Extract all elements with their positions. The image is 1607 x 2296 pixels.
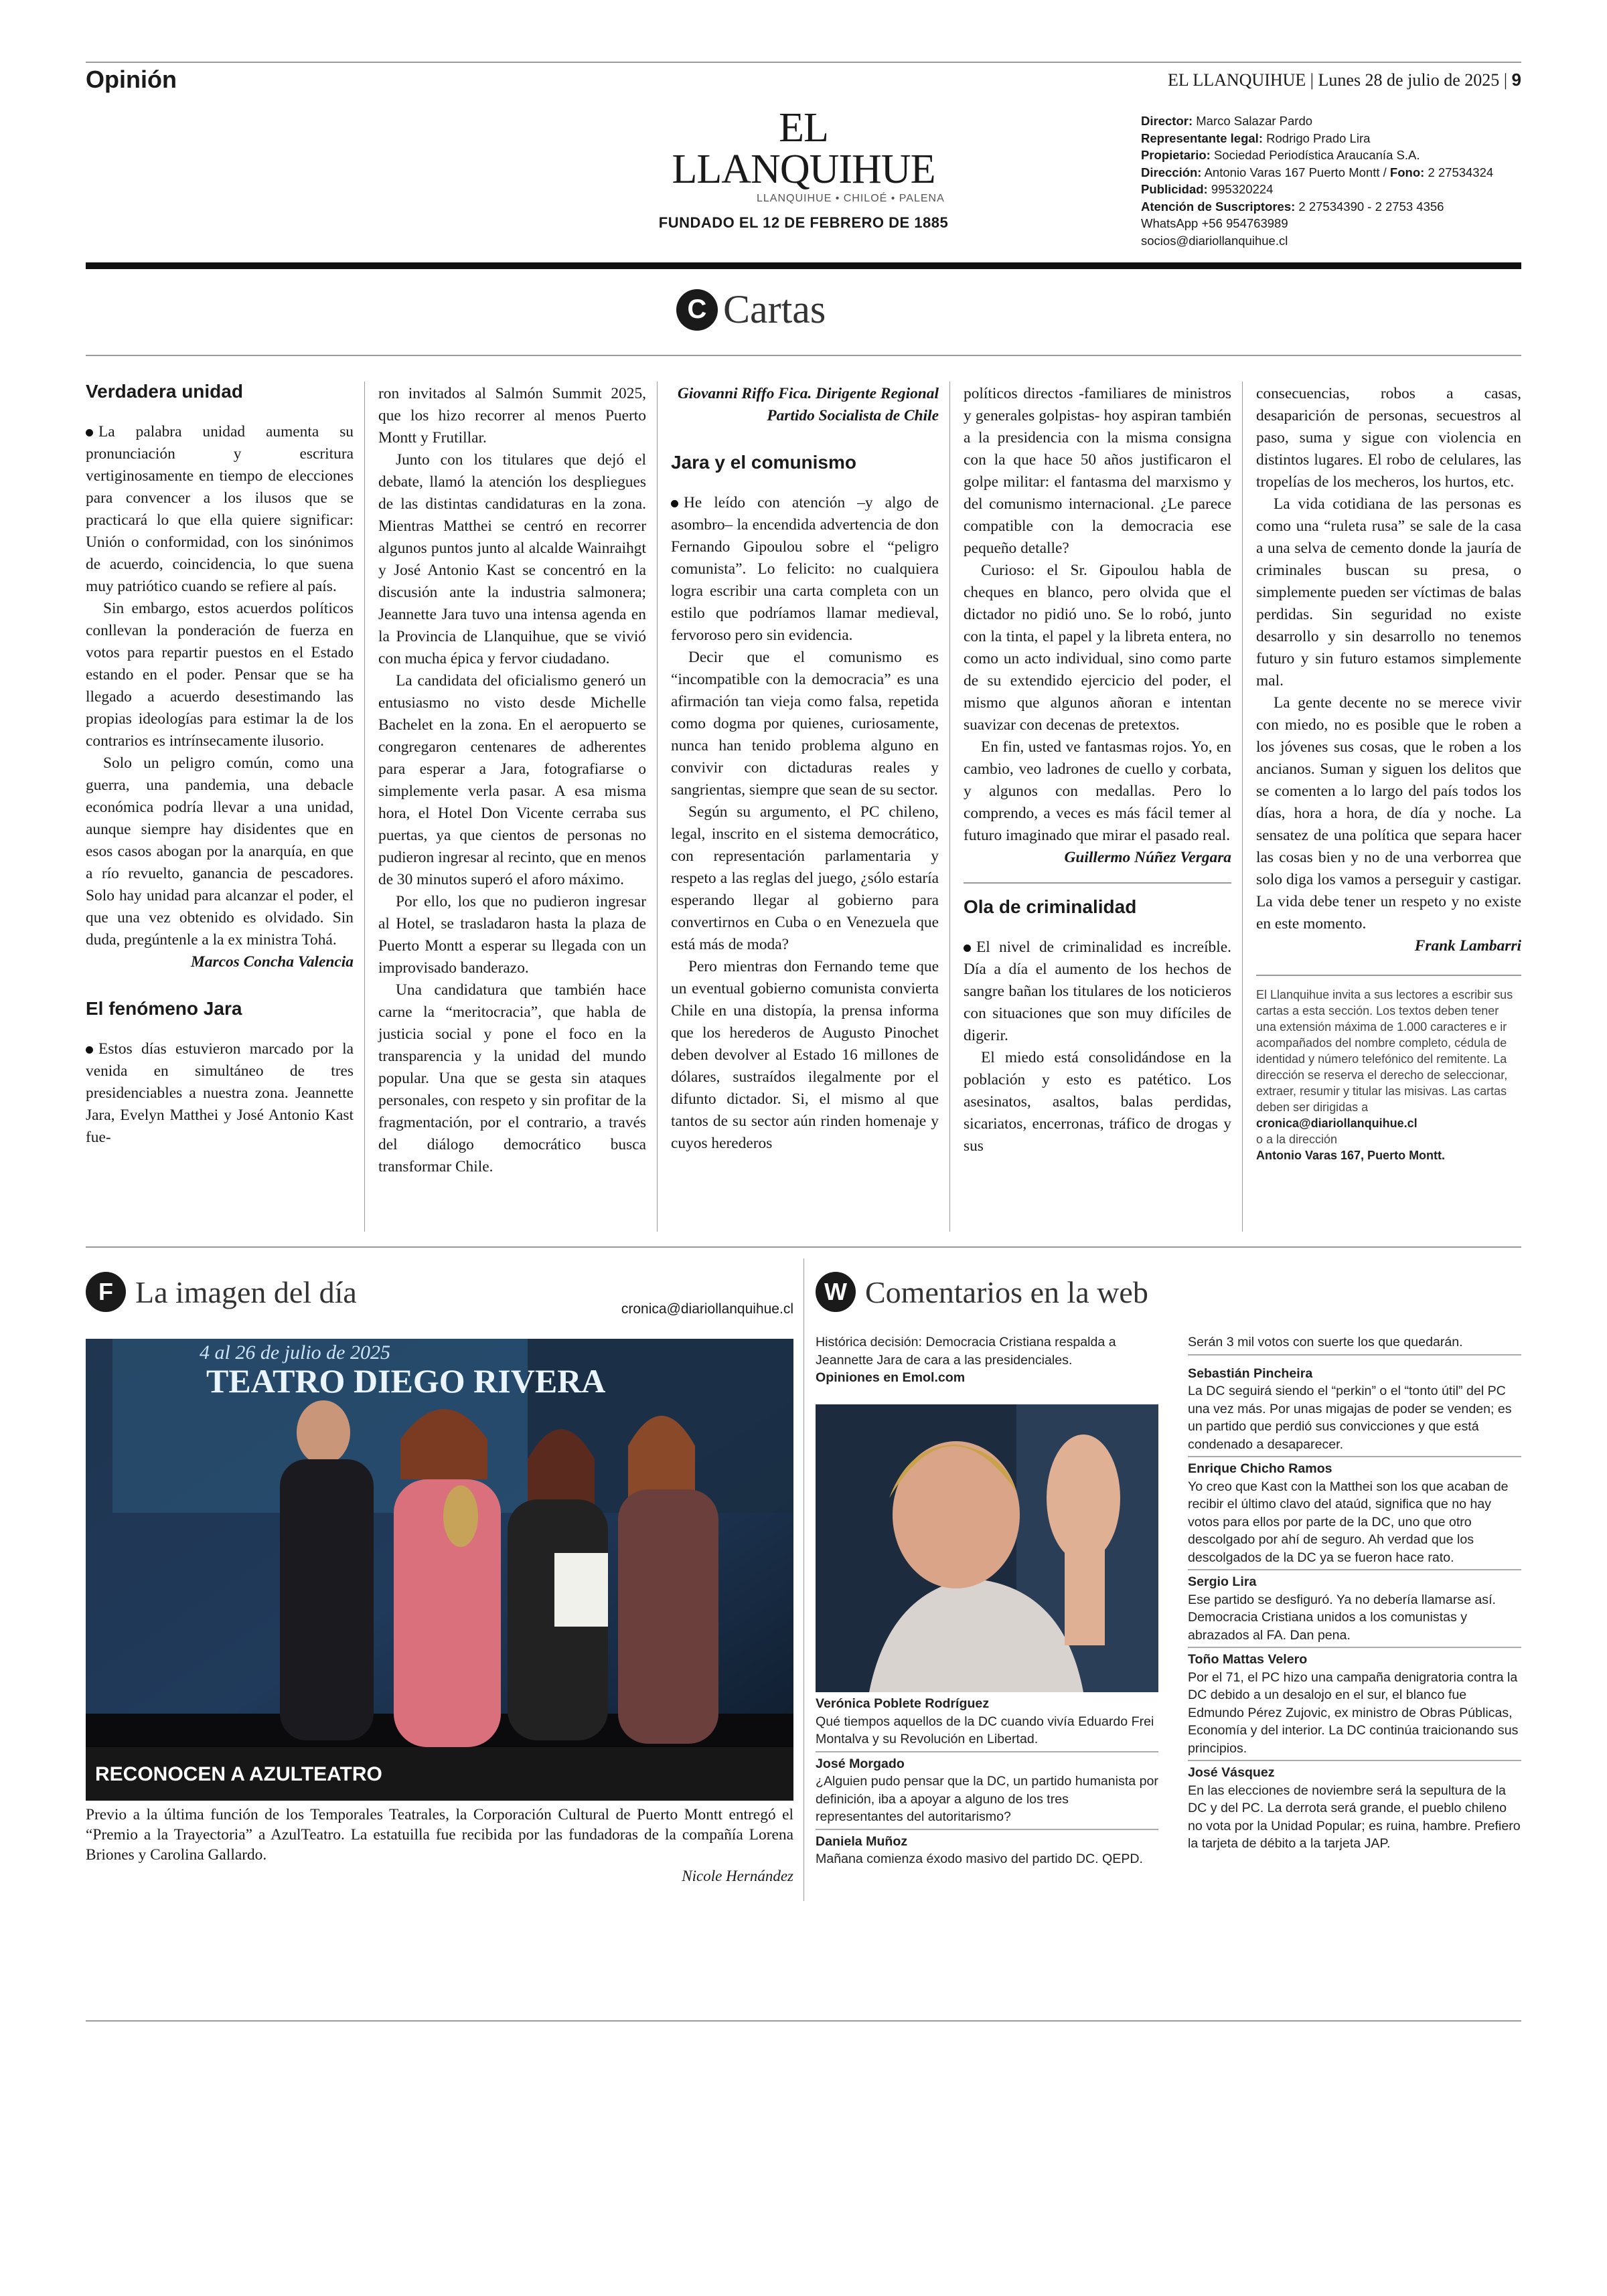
web-photo-illustration [816, 1404, 1158, 1692]
column-divider [1242, 382, 1243, 1232]
photo-banner-title: TEATRO DIEGO RIVERA [206, 1362, 606, 1400]
staff-line: Propietario: Sociedad Periodística Araucanía S.A. [1141, 148, 1420, 162]
masthead-logo [656, 107, 951, 232]
comment-text: Por el 71, el PC hizo una campaña denigratoria contra la DC debido a un desalojo en el sur, el blanco fue Edmundo Pérez Zujovic, ex ministro de Obras Públicas, Economía y del interior. La DC continúa traicionando sus principios. [1188, 1669, 1519, 1756]
letter-paragraph: Junto con los titulares que dejó el debate, llamó la atención los despliegues de las distintas candidaturas en la zona. Mientras Matthei se centró en recorrer algunos puntos junto al alcalde Wainraihgt y José Antonio Kast se concentró en la discusión ante la industria salmonera; Jeannette Jara tuvo una intensa agenda en la Provincia de Llanquihue, que se vivió con mucha épica y fervor ciudadano. [378, 451, 646, 667]
column-1 [86, 380, 354, 1149]
web-heading [816, 1272, 1148, 1312]
paper-name: EL LLANQUIHUE [1168, 70, 1306, 90]
staff-line: Dirección: Antonio Varas 167 Puerto Montt / Fono: 2 27534324 [1141, 165, 1494, 179]
column-divider [657, 382, 658, 1232]
comment-author: Enrique Chicho Ramos [1188, 1461, 1332, 1476]
staff-line: Representante legal: Rodrigo Prado Lira [1141, 131, 1371, 145]
letter-paragraph: La palabra unidad aumenta su pronunciación y escritura vertiginosamente en tiempo de elecciones para convencer a los ilusos que se practicará lo que ella quiere significar: Unión o conformidad, con los sinónimos de acuerdo, coincidencia, lo que suena muy patriótico cuando se refiere al país. [86, 423, 354, 595]
photo-banner-dates: 4 al 26 de julio de 2025 [200, 1341, 390, 1364]
letter-paragraph: Según su argumento, el PC chileno, legal, inscrito en el sistema democrático, con representación parlamentaria y respeto a las reglas del juego, ¿sólo estaría esperando llegar al gobierno para convertirnos en Cuba o en Venezuela que está más de moda? [671, 803, 939, 953]
note-divider [1256, 975, 1521, 976]
letter-paragraph: Por ello, los que no pudieron ingresar al Hotel, se trasladaron hasta la plaza de Puerto Montt a esperar su llegada con un improvisado banderazo. [378, 893, 646, 977]
staff-line: Publicidad: 995320224 [1141, 182, 1274, 196]
letter-paragraph: políticos directos -familiares de ministros y generales golpistas- hoy aspiran también a la presidencia con la misma consigna con la que hace 50 años justificaron el golpe militar: el fantasma del marxismo y del comunismo internacional. ¿Le parece compatible con la democracia ese pequeño detalle? [964, 385, 1231, 557]
comment-author: Daniela Muñoz [816, 1833, 908, 1849]
letter-paragraph: Solo un peligro común, como una guerra, una pandemia, una debacle económica podría llevar a una unidad, aunque siempre hay disidentes que en esos casos abogan por la anarquía, en que a río revuelto, ganancia de pescadores. Solo hay unidad para alcanzar el poder, el que una vez obtenido es olvidado. Sin duda, pregúntenle a la ex ministra Tohá. [86, 754, 354, 949]
comment-author: Sergio Lira [1188, 1574, 1257, 1589]
letter-headline: Ola de criminalidad [964, 896, 1137, 917]
photo-overlay-title: RECONOCEN A AZULTEATRO [95, 1763, 382, 1785]
bottom-section-rule [86, 1246, 1521, 1248]
logo-regions: LLANQUIHUE • CHILOÉ • PALENA [757, 193, 945, 204]
submission-note: El Llanquihue invita a sus lectores a escribir sus cartas a esta sección. Los textos deben tener una extensión máxima de 1.000 caracteres e ir acompañados del nombre completo, cédula de identidad y número telefónico del remitente. La dirección se reserva el derecho de seleccionar, extraer, resumir y titular las misivas. Las cartas deben ser dirigidas a cronica@diariollanquihue.cl o a la dirección Antonio Varas 167, Puerto Montt. [1256, 988, 1513, 1162]
photo-credit: Nicole Hernández [682, 1868, 793, 1884]
column-2 [378, 383, 646, 1178]
letter-headline: El fenómeno Jara [86, 998, 242, 1019]
bullet-icon [86, 1046, 93, 1054]
letter-paragraph: Una candidatura que también hace carne la “meritocracia”, que habla de justicia social y pone el foco en la transparencia y la unidad del mundo popular. Una que se gesta sin ataques personales, con respeto y sin profitar de la fragmentación, por el contrario, a través del diálogo democrático busca transformar Chile. [378, 981, 646, 1175]
comment-divider [1188, 1569, 1521, 1570]
imagen-title: La imagen del día [135, 1275, 357, 1309]
letter-paragraph: Estos días estuvieron marcado por la venida en simultáneo de tres presidenciables a nuestra zona. Jeannette Jara, Evelyn Matthei y José Antonio Kast fue- [86, 1040, 354, 1146]
page-bottom-rule [86, 2020, 1521, 2022]
top-rule [86, 62, 1521, 63]
page-header-info: EL LLANQUIHUE | Lunes 28 de julio de 2025 | 9 [1168, 70, 1521, 90]
comment-divider [816, 1751, 1158, 1752]
comment-author: José Vásquez [1188, 1765, 1275, 1780]
letter-paragraph: La vida cotidiana de las personas es como una “ruleta rusa” se sale de la casa a una selva de cemento donde la jauría de criminales buscan su presa, o simplemente pueden ser víctimas de balas perdidas. Sin seguridad no existe desarrollo y sin desarrollo no tenemos futuro y sin futuro estamos simplemente mal. [1256, 495, 1521, 689]
submission-address: Antonio Varas 167, Puerto Montt. [1256, 1149, 1446, 1162]
photo-caption: Previo a la última función de los Temporales Teatrales, la Corporación Cultural de Puerto Montt entregó el “Premio a la Trayectoria” a AzulTeatro. La estatuilla fue recibida por las fundadoras de la compañía Lorena Briones y Carolina Gallardo. [86, 1806, 793, 1864]
section-name: Opinión [86, 66, 177, 93]
comment-text: Serán 3 mil votos con suerte los que quedarán. [1188, 1335, 1463, 1349]
comment-text: En las elecciones de noviembre será la sepultura de la DC y del PC. La derrota será grande, el pueblo chileno no vota por la Unidad Popular; es ruina, hambre. Prefiero la tarjeta de débito a la tarjeta JAP. [1188, 1783, 1521, 1851]
masthead-thick-rule [86, 262, 1521, 269]
letter-signature: Guillermo Núñez Vergara [1064, 849, 1231, 866]
letter-paragraph: Curioso: el Sr. Gipoulou habla de cheques en blanco, pero olvida que el dictador no pidió uno. Se lo robó, junto con la tinta, el papel y la libreta entera, no como un acto individual, sino como parte de su extendido ejercicio del poder, el mismo que algunos añoran e intentan suavizar con decenas de pretextos. [964, 562, 1231, 734]
column-divider [949, 382, 950, 1232]
web-photo [816, 1404, 1158, 1692]
letter-paragraph: He leído con atención –y algo de asombro– la encendida advertencia de don Fernando Gipoulou sobre el “peligro comunista”. Lo felicito: no cualquiera logra escribir una carta completa con un estilo que podríamos llamar medieval, fervoroso pero sin evidencia. [671, 494, 939, 644]
column-3 [671, 383, 939, 1155]
comment-divider [1188, 1456, 1521, 1457]
letter-headline: Verdadera unidad [86, 381, 243, 402]
letter-paragraph: La candidata del oficialismo generó un entusiasmo no visto desde Michelle Bachelet en la zona. En el aeropuerto se congregaron centenares de adherentes para esperar a Jara, fotografiarse o simplemente verla pasar. A esa misma hora, el Hotel Don Vicente cerraba sus puertas, ya que cientos de personas no pudieron ingresar al recinto, que en menos de 30 minutos superó el aforo máximo. [378, 672, 646, 888]
letter-signature: Marcos Concha Valencia [190, 953, 354, 971]
comment-author: Verónica Poblete Rodríguez [816, 1696, 990, 1711]
column-4 [964, 383, 1231, 1157]
web-intro-source[interactable]: Opiniones en Emol.com [816, 1370, 966, 1385]
letter-headline: Jara y el comunismo [671, 452, 857, 473]
letter-paragraph: Sin embargo, estos acuerdos políticos conllevan la ponderación de fuerza en votos para repartir puestos en el Estado estando en el poder. Pensar que se ha llegado a acuerdo desestimando las propias ideologías para estimar la de los contrarios es intrínsecamente ilusorio. [86, 600, 354, 750]
comment-text: Yo creo que Kast con la Matthei son los que acaban de recibir el último clavo del ataúd, significa que no hay votos para ellos por parte de la DC, uno que otro descolgado por ahí de seguro. Ah verdad que los descolgados de la DC ya se fueron hace rato. [1188, 1479, 1509, 1565]
imagen-email[interactable]: cronica@diariollanquihue.cl [621, 1301, 793, 1317]
web-title: Comentarios en la web [865, 1275, 1148, 1309]
cartas-badge-icon: C [676, 289, 718, 331]
comment-divider [816, 1829, 1158, 1830]
letter-paragraph: El miedo está consolidándose en la población y esto es patético. Los asesinatos, asaltos, balas perdidas, sicariatos, encerronas, tráfico de drogas y sus [964, 1049, 1231, 1155]
staff-line: socios@diariollanquihue.cl [1141, 233, 1288, 248]
page-number: 9 [1511, 70, 1521, 90]
comment-author: José Morgado [816, 1756, 905, 1771]
comment-divider [1188, 1647, 1521, 1648]
comment-author: Toño Mattas Velero [1188, 1652, 1308, 1667]
bullet-icon [671, 500, 678, 507]
imagen-heading [86, 1272, 357, 1312]
logo-name: EL LLANQUIHUE [672, 105, 935, 192]
staff-line: Director: Marco Salazar Pardo [1141, 114, 1313, 128]
web-comments-left [816, 1695, 1158, 1868]
web-intro: Histórica decisión: Democracia Cristiana respalda a Jeannette Jara de cara a las presidenciales. Opiniones en Emol.com [816, 1333, 1158, 1387]
letter-signature: Giovanni Riffo Fica. Dirigente Regional Partido Socialista de Chile [677, 385, 939, 424]
letter-signature: Frank Lambarri [1414, 937, 1521, 955]
letter-paragraph: Decir que el comunismo es “incompatible con la democracia” es una afirmación tan vieja como falsa, repetida como dogma por quienes, curiosamente, nunca han tenido problema alguno en convivir con dictaduras reales y sangrientas, siempre que sean de su sector. [671, 649, 939, 799]
logo-founded: FUNDADO EL 12 DE FEBRERO DE 1885 [658, 214, 949, 231]
comment-author: Sebastián Pincheira [1188, 1366, 1313, 1381]
letter-paragraph: La gente decente no se merece vivir con miedo, no es posible que le roben a los jóvenes sus cosas, que le roben a los ancianos. Suman y siguen los delitos que se comenten a lo largo del país todos los días, hora a hora, de día y noche. La sensatez de una política que separa hacer las cosas bien y no de una verborrea que solo diga los vamos a perseguir y castigar. La vida debe tener un respeto y no existe en este momento. [1256, 694, 1521, 932]
comment-text: Qué tiempos aquellos de la DC cuando vivía Eduardo Frei Montalva y su Revolución en Libertad. [816, 1714, 1154, 1746]
comment-text: La DC seguirá siendo el “perkin” o el “tonto útil” del PC una vez más. Por unas migajas de poder se venden; es un partido que perdió sus convicciones y que está condenado a desaparecer. [1188, 1384, 1512, 1452]
bullet-icon [964, 945, 971, 952]
cartas-heading [676, 286, 826, 333]
comment-divider [1188, 1760, 1521, 1761]
cartas-title: Cartas [723, 287, 826, 331]
staff-box [1141, 112, 1543, 249]
comment-text: Mañana comienza éxodo masivo del partido DC. QEPD. [816, 1852, 1143, 1866]
staff-line: WhatsApp +56 954763989 [1141, 216, 1288, 230]
comment-text: Ese partido se desfiguró. Ya no debería llamarse así. Democracia Cristiana unidos a los comunistas y abrazados al FA. Dan pena. [1188, 1592, 1496, 1643]
web-badge-icon: W [816, 1272, 856, 1312]
bullet-icon [86, 429, 93, 436]
day-photo-illustration [86, 1339, 793, 1801]
comment-divider [1188, 1354, 1521, 1356]
comment-text: ¿Alguien pudo pensar que la DC, un partido humanista por definición, iba a apoyar a alguno de los tres representantes del autoritarismo? [816, 1774, 1158, 1824]
letter-paragraph: El nivel de criminalidad es increíble. Día a día el aumento de los hechos de sangre bañan los titulares de los noticieros con situaciones que son muy difíciles de digerir. [964, 938, 1231, 1044]
imagen-badge-icon: F [86, 1272, 126, 1312]
issue-date: Lunes 28 de julio de 2025 [1318, 70, 1500, 90]
web-comments-right [1188, 1333, 1521, 1853]
letter-paragraph: En fin, usted ve fantasmas rojos. Yo, en cambio, veo ladrones de cuello y corbata, y algunos con medallas. Pero lo comprendo, a veces es más fácil temer al futuro imaginado que mirar el pasado real. [964, 738, 1231, 844]
letter-paragraph: ron invitados al Salmón Summit 2025, que los hizo recorrer al menos Puerto Montt y Frutillar. [378, 385, 646, 446]
letter-paragraph: consecuencias, robos a casas, desaparición de personas, secuestros al paso, suma y sigue con violencia en distintos lugares. El robo de celulares, las tropelías de los mecheros, los hurtos, etc. [1256, 385, 1521, 491]
letter-paragraph: Pero mientras don Fernando teme que un eventual gobierno comunista convierta Chile en una distopía, la prensa informa que los herederos de Augusto Pinochet deben devolver al Estado 16 millones de dólares, sustraídos ilegalmente por el difunto dictador. Si, el mismo al que tantos de su sector aún rinden homenaje y cuyos herederos [671, 958, 939, 1152]
submission-email[interactable]: cronica@diariollanquihue.cl [1256, 1117, 1418, 1130]
column-divider [364, 382, 365, 1232]
staff-line: Atención de Suscriptores: 2 27534390 - 2 2753 4356 [1141, 199, 1444, 214]
cartas-rule [86, 355, 1521, 356]
day-photo [86, 1339, 793, 1801]
letter-divider [964, 882, 1231, 884]
column-5 [1256, 383, 1521, 1163]
